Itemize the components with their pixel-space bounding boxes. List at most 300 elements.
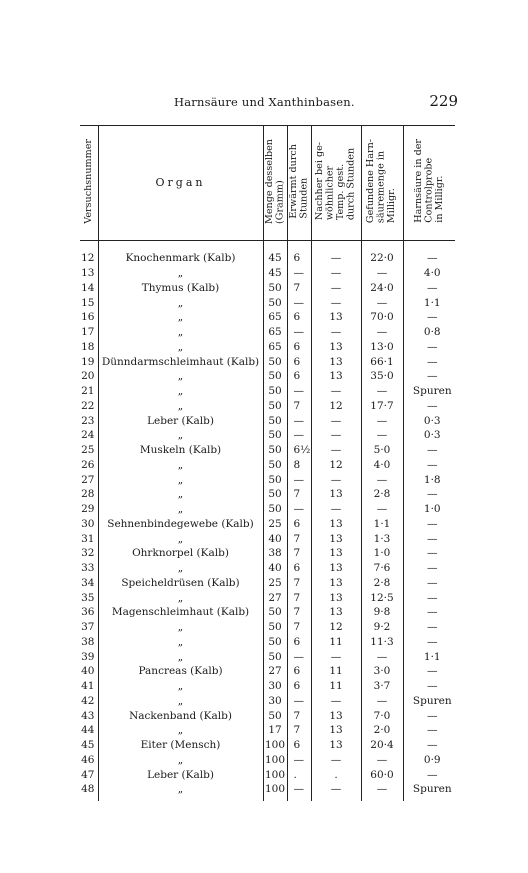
cell-erwaermt: 8 [287, 458, 311, 473]
cell-organ: „ [98, 694, 263, 709]
cell-organ: „ [98, 679, 263, 694]
cell-harnsaeure: — [361, 472, 403, 487]
cell-menge: 40 [263, 531, 287, 546]
cell-controlprobe: — [403, 561, 455, 576]
table-row [80, 428, 455, 443]
table-row [80, 723, 455, 738]
cell-controlprobe: 0·8 [403, 325, 455, 340]
cell-controlprobe: — [403, 458, 455, 473]
cell-menge: 50 [263, 458, 287, 473]
cell-menge: 25 [263, 576, 287, 591]
cell-organ: „ [98, 399, 263, 414]
cell-versuchsnummer: 38 [81, 635, 95, 648]
cell-nachher: 13 [311, 531, 361, 546]
cell-nachher: — [311, 753, 361, 768]
cell-menge: 38 [263, 546, 287, 561]
table-row [80, 517, 455, 532]
cell-menge: 27 [263, 590, 287, 605]
table-row [80, 576, 455, 591]
cell-controlprobe: — [403, 590, 455, 605]
table-row [80, 782, 455, 801]
cell-nachher: — [311, 502, 361, 517]
table-row [80, 384, 455, 399]
cell-versuchsnummer: 21 [81, 385, 95, 398]
cell-harnsaeure: 5·0 [361, 443, 403, 458]
col-header-controlprobe: Harnsäure in der Controlprobe in Milligr. [403, 126, 455, 241]
cell-organ: „ [98, 472, 263, 487]
table-row [80, 708, 455, 723]
cell-menge: 50 [263, 399, 287, 414]
cell-organ: „ [98, 487, 263, 502]
cell-harnsaeure: 2·8 [361, 576, 403, 591]
cell-harnsaeure: 17·7 [361, 399, 403, 414]
cell-menge: 50 [263, 354, 287, 369]
cell-menge: 50 [263, 281, 287, 296]
cell-controlprobe: — [403, 723, 455, 738]
table-row [80, 753, 455, 768]
cell-menge: 50 [263, 384, 287, 399]
cell-controlprobe: — [403, 443, 455, 458]
cell-organ: „ [98, 295, 263, 310]
cell-menge: 65 [263, 340, 287, 355]
cell-versuchsnummer: 20 [81, 370, 95, 383]
cell-erwaermt: . [287, 767, 311, 782]
cell-nachher: — [311, 428, 361, 443]
cell-organ: „ [98, 531, 263, 546]
cell-menge: 17 [263, 723, 287, 738]
cell-harnsaeure: 35·0 [361, 369, 403, 384]
cell-organ: „ [98, 458, 263, 473]
table-row [80, 679, 455, 694]
cell-organ: Leber (Kalb) [98, 767, 263, 782]
table-row [80, 767, 455, 782]
cell-versuchsnummer: 44 [81, 724, 95, 737]
cell-organ: Speicheldrüsen (Kalb) [98, 576, 263, 591]
cell-nachher: 13 [311, 517, 361, 532]
cell-harnsaeure: 2·8 [361, 487, 403, 502]
cell-harnsaeure: 2·0 [361, 723, 403, 738]
cell-organ: „ [98, 310, 263, 325]
cell-erwaermt: — [287, 384, 311, 399]
cell-menge: 45 [263, 266, 287, 281]
cell-menge: 50 [263, 369, 287, 384]
cell-nachher: — [311, 782, 361, 801]
cell-nachher: 13 [311, 576, 361, 591]
cell-versuchsnummer: 12 [81, 252, 95, 265]
cell-harnsaeure: 9·8 [361, 605, 403, 620]
table-header-row [80, 126, 455, 241]
cell-menge: 100 [264, 753, 286, 766]
cell-menge: 40 [263, 561, 287, 576]
cell-versuchsnummer: 45 [81, 739, 95, 752]
table-row [80, 325, 455, 340]
cell-organ: „ [98, 620, 263, 635]
cell-erwaermt: — [287, 295, 311, 310]
cell-versuchsnummer: 14 [81, 281, 95, 294]
cell-erwaermt: — [287, 694, 311, 709]
cell-controlprobe: — [403, 517, 455, 532]
cell-controlprobe: 0·9 [403, 753, 455, 768]
cell-controlprobe: — [403, 664, 455, 679]
cell-organ: Muskeln (Kalb) [98, 443, 263, 458]
cell-erwaermt: — [287, 428, 311, 443]
cell-controlprobe: — [403, 546, 455, 561]
cell-nachher: — [311, 649, 361, 664]
table-row [80, 266, 455, 281]
cell-controlprobe: — [403, 399, 455, 414]
cell-organ: „ [98, 369, 263, 384]
cell-controlprobe: 0·3 [403, 428, 455, 443]
cell-organ: Ohrknorpel (Kalb) [98, 546, 263, 561]
cell-menge: 50 [263, 428, 287, 443]
cell-erwaermt: 6 [287, 251, 311, 266]
cell-harnsaeure: 24·0 [361, 281, 403, 296]
cell-organ: „ [98, 340, 263, 355]
cell-erwaermt: 6 [287, 517, 311, 532]
cell-erwaermt: — [287, 649, 311, 664]
cell-nachher: 13 [311, 546, 361, 561]
cell-nachher: 12 [311, 620, 361, 635]
cell-versuchsnummer: 31 [81, 532, 95, 545]
table-row [80, 472, 455, 487]
running-title: Harnsäure und Xanthinbasen. [174, 95, 355, 109]
cell-versuchsnummer: 27 [81, 473, 95, 486]
cell-menge: 100 [263, 782, 287, 801]
cell-controlprobe: — [403, 251, 455, 266]
table-row [80, 620, 455, 635]
cell-erwaermt: 7 [287, 708, 311, 723]
cell-organ: Knochenmark (Kalb) [98, 251, 263, 266]
table-row [80, 295, 455, 310]
cell-controlprobe: — [403, 767, 455, 782]
cell-versuchsnummer: 30 [81, 517, 95, 530]
cell-menge: 65 [263, 310, 287, 325]
cell-harnsaeure: 11·3 [361, 635, 403, 650]
cell-versuchsnummer: 17 [81, 326, 95, 339]
cell-versuchsnummer: 28 [81, 488, 95, 501]
cell-organ: „ [98, 325, 263, 340]
cell-erwaermt: 7 [287, 546, 311, 561]
cell-menge: 50 [263, 443, 287, 458]
col-header-gefundene: Gefundene Harn- säuremenge in Milligr. [361, 126, 403, 241]
cell-harnsaeure: 3·0 [361, 664, 403, 679]
cell-harnsaeure: 1·0 [361, 546, 403, 561]
cell-erwaermt: 6 [287, 340, 311, 355]
cell-controlprobe: Spuren [403, 694, 455, 709]
cell-menge: 100 [264, 768, 286, 781]
cell-harnsaeure: — [361, 266, 403, 281]
cell-controlprobe: 0·3 [403, 413, 455, 428]
cell-controlprobe: 1·1 [403, 649, 455, 664]
cell-nachher: — [311, 694, 361, 709]
cell-controlprobe: — [403, 310, 455, 325]
table-row [80, 590, 455, 605]
cell-erwaermt: — [287, 782, 311, 801]
col-header-menge: Menge desselben (Gramm) [263, 126, 287, 241]
table-row [80, 369, 455, 384]
cell-versuchsnummer: 33 [81, 562, 95, 575]
cell-versuchsnummer: 41 [81, 680, 95, 693]
cell-nachher: — [311, 251, 361, 266]
table-row [80, 310, 455, 325]
cell-menge: 100 [264, 739, 286, 752]
cell-controlprobe: — [403, 340, 455, 355]
cell-harnsaeure: 70·0 [361, 310, 403, 325]
table-row [80, 354, 455, 369]
cell-versuchsnummer: 13 [81, 267, 95, 280]
cell-versuchsnummer: 19 [81, 355, 95, 368]
cell-organ: „ [98, 723, 263, 738]
table-row [80, 413, 455, 428]
cell-nachher: 13 [311, 310, 361, 325]
cell-erwaermt: 6 [287, 679, 311, 694]
cell-versuchsnummer: 36 [81, 606, 95, 619]
cell-harnsaeure: — [361, 782, 403, 801]
cell-controlprobe: Spuren [403, 782, 455, 801]
cell-nachher: 13 [311, 354, 361, 369]
table-row [80, 340, 455, 355]
cell-nachher: 13 [311, 708, 361, 723]
cell-organ: Nackenband (Kalb) [98, 708, 263, 723]
cell-harnsaeure: 20·4 [361, 738, 403, 753]
cell-versuchsnummer: 18 [81, 340, 95, 353]
table-row [80, 635, 455, 650]
cell-controlprobe: — [403, 281, 455, 296]
table-row [80, 664, 455, 679]
cell-erwaermt: 7 [287, 399, 311, 414]
cell-erwaermt: 7 [287, 281, 311, 296]
cell-harnsaeure: 7·0 [361, 708, 403, 723]
cell-versuchsnummer: 40 [81, 665, 95, 678]
cell-harnsaeure: 7·6 [361, 561, 403, 576]
cell-nachher: — [311, 472, 361, 487]
cell-controlprobe: — [403, 635, 455, 650]
cell-controlprobe: 1·0 [403, 502, 455, 517]
cell-erwaermt: 7 [287, 576, 311, 591]
cell-menge: 50 [263, 649, 287, 664]
cell-controlprobe: Spuren [403, 384, 455, 399]
cell-versuchsnummer: 24 [81, 429, 95, 442]
cell-harnsaeure: — [361, 325, 403, 340]
cell-harnsaeure: 3·7 [361, 679, 403, 694]
cell-versuchsnummer: 43 [81, 709, 95, 722]
cell-nachher: — [311, 281, 361, 296]
cell-harnsaeure: — [361, 413, 403, 428]
cell-erwaermt: 7 [287, 590, 311, 605]
cell-menge: 27 [263, 664, 287, 679]
cell-erwaermt: — [287, 325, 311, 340]
cell-harnsaeure: — [361, 384, 403, 399]
cell-organ: Eiter (Mensch) [98, 738, 263, 753]
cell-nachher: 13 [311, 590, 361, 605]
cell-erwaermt: — [287, 502, 311, 517]
cell-menge: 50 [263, 472, 287, 487]
col-header-nachher: Nachher bei ge- wöhnlicher Temp. gest. durch Stunden [311, 126, 361, 241]
cell-controlprobe: 4·0 [403, 266, 455, 281]
table-row [80, 281, 455, 296]
cell-nachher: 13 [311, 723, 361, 738]
cell-harnsaeure: — [361, 502, 403, 517]
cell-harnsaeure: 66·1 [361, 354, 403, 369]
cell-nachher: 11 [311, 664, 361, 679]
table-row [80, 694, 455, 709]
cell-nachher: — [311, 295, 361, 310]
cell-organ: „ [98, 635, 263, 650]
cell-versuchsnummer: 34 [81, 576, 95, 589]
cell-harnsaeure: — [361, 649, 403, 664]
cell-erwaermt: 7 [287, 723, 311, 738]
col-header-versuchsnummer: Versuchsnummer [80, 126, 98, 241]
cell-erwaermt: — [287, 266, 311, 281]
cell-harnsaeure: 13·0 [361, 340, 403, 355]
cell-harnsaeure: 9·2 [361, 620, 403, 635]
cell-erwaermt: 6 [287, 369, 311, 384]
cell-controlprobe: 1·8 [403, 472, 455, 487]
cell-versuchsnummer: 42 [81, 694, 95, 707]
cell-menge: 30 [263, 694, 287, 709]
table-row [80, 399, 455, 414]
cell-erwaermt: — [287, 472, 311, 487]
cell-controlprobe: — [403, 576, 455, 591]
cell-nachher: 11 [311, 635, 361, 650]
cell-controlprobe: — [403, 605, 455, 620]
page-header [70, 92, 458, 114]
cell-nachher: 12 [311, 399, 361, 414]
cell-harnsaeure: 12·5 [361, 590, 403, 605]
cell-menge: 65 [263, 325, 287, 340]
cell-harnsaeure: — [361, 753, 403, 768]
cell-organ: „ [98, 590, 263, 605]
cell-organ: „ [98, 428, 263, 443]
cell-menge: 50 [263, 635, 287, 650]
cell-nachher: — [311, 325, 361, 340]
cell-erwaermt: 6 [287, 354, 311, 369]
cell-organ: „ [98, 384, 263, 399]
cell-versuchsnummer: 23 [81, 414, 95, 427]
table-row [80, 443, 455, 458]
cell-erwaermt: 6 [287, 738, 311, 753]
cell-controlprobe: 1·1 [403, 295, 455, 310]
cell-versuchsnummer: 46 [81, 753, 95, 766]
cell-erwaermt: 7 [287, 487, 311, 502]
table-row [80, 502, 455, 517]
cell-harnsaeure: 22·0 [361, 251, 403, 266]
cell-menge: 50 [263, 708, 287, 723]
cell-nachher: 13 [311, 605, 361, 620]
cell-harnsaeure: 60·0 [361, 767, 403, 782]
cell-organ: Magenschleimhaut (Kalb) [98, 605, 263, 620]
table-row [80, 738, 455, 753]
cell-harnsaeure: 4·0 [361, 458, 403, 473]
cell-nachher: 13 [311, 738, 361, 753]
cell-organ: Thymus (Kalb) [98, 281, 263, 296]
cell-erwaermt: 6 [287, 664, 311, 679]
cell-erwaermt: 7 [287, 531, 311, 546]
cell-harnsaeure: — [361, 694, 403, 709]
cell-erwaermt: 6 [287, 561, 311, 576]
cell-controlprobe: — [403, 708, 455, 723]
cell-harnsaeure: 1·1 [361, 517, 403, 532]
cell-controlprobe: — [403, 354, 455, 369]
cell-organ: Dünndarmschleimhaut (Kalb) [98, 354, 263, 369]
cell-nachher: 11 [311, 679, 361, 694]
cell-nachher: — [311, 443, 361, 458]
col-header-erwaermt: Erwärmt durch Stunden [287, 126, 311, 241]
cell-organ: „ [98, 782, 263, 801]
cell-menge: 50 [263, 295, 287, 310]
cell-versuchsnummer: 26 [81, 458, 95, 471]
cell-harnsaeure: — [361, 295, 403, 310]
cell-menge: 50 [263, 413, 287, 428]
table-row [80, 458, 455, 473]
cell-erwaermt: 6 [287, 635, 311, 650]
cell-nachher: — [311, 413, 361, 428]
cell-organ: „ [98, 753, 263, 768]
cell-organ: „ [98, 502, 263, 517]
cell-controlprobe: — [403, 531, 455, 546]
table-row [80, 546, 455, 561]
cell-organ: Sehnenbindegewebe (Kalb) [98, 517, 263, 532]
cell-organ: Leber (Kalb) [98, 413, 263, 428]
cell-organ: „ [98, 561, 263, 576]
cell-nachher: 12 [311, 458, 361, 473]
table-row [80, 487, 455, 502]
cell-menge: 50 [263, 620, 287, 635]
cell-organ: „ [98, 266, 263, 281]
cell-versuchsnummer: 32 [81, 547, 95, 560]
table-row [80, 649, 455, 664]
cell-versuchsnummer: 15 [81, 296, 95, 309]
cell-nachher: . [311, 767, 361, 782]
experiment-table [80, 125, 455, 801]
cell-organ: „ [98, 649, 263, 664]
cell-erwaermt: 7 [287, 620, 311, 635]
table-row [80, 561, 455, 576]
cell-nachher: 13 [311, 340, 361, 355]
cell-erwaermt: — [287, 753, 311, 768]
cell-erwaermt: — [287, 413, 311, 428]
cell-nachher: 13 [311, 369, 361, 384]
page-number: 229 [429, 92, 458, 110]
cell-versuchsnummer: 39 [81, 650, 95, 663]
col-header-organ: Organ [98, 126, 263, 241]
cell-versuchsnummer: 48 [81, 783, 95, 796]
cell-controlprobe: — [403, 369, 455, 384]
cell-harnsaeure: 1·3 [361, 531, 403, 546]
cell-harnsaeure: — [361, 428, 403, 443]
cell-controlprobe: — [403, 679, 455, 694]
cell-versuchsnummer: 16 [81, 311, 95, 324]
cell-controlprobe: — [403, 738, 455, 753]
cell-menge: 50 [263, 487, 287, 502]
cell-menge: 50 [263, 502, 287, 517]
table-row [80, 251, 455, 266]
cell-controlprobe: — [403, 620, 455, 635]
cell-erwaermt: 6 [287, 310, 311, 325]
cell-erwaermt: 6½ [287, 443, 311, 458]
table-row [80, 531, 455, 546]
cell-versuchsnummer: 25 [81, 444, 95, 457]
header-gap-row [80, 241, 455, 252]
cell-versuchsnummer: 47 [81, 768, 95, 781]
cell-menge: 45 [263, 251, 287, 266]
cell-erwaermt: 7 [287, 605, 311, 620]
cell-menge: 25 [263, 517, 287, 532]
cell-nachher: — [311, 266, 361, 281]
cell-controlprobe: — [403, 487, 455, 502]
cell-versuchsnummer: 37 [81, 621, 95, 634]
cell-versuchsnummer: 29 [81, 503, 95, 516]
